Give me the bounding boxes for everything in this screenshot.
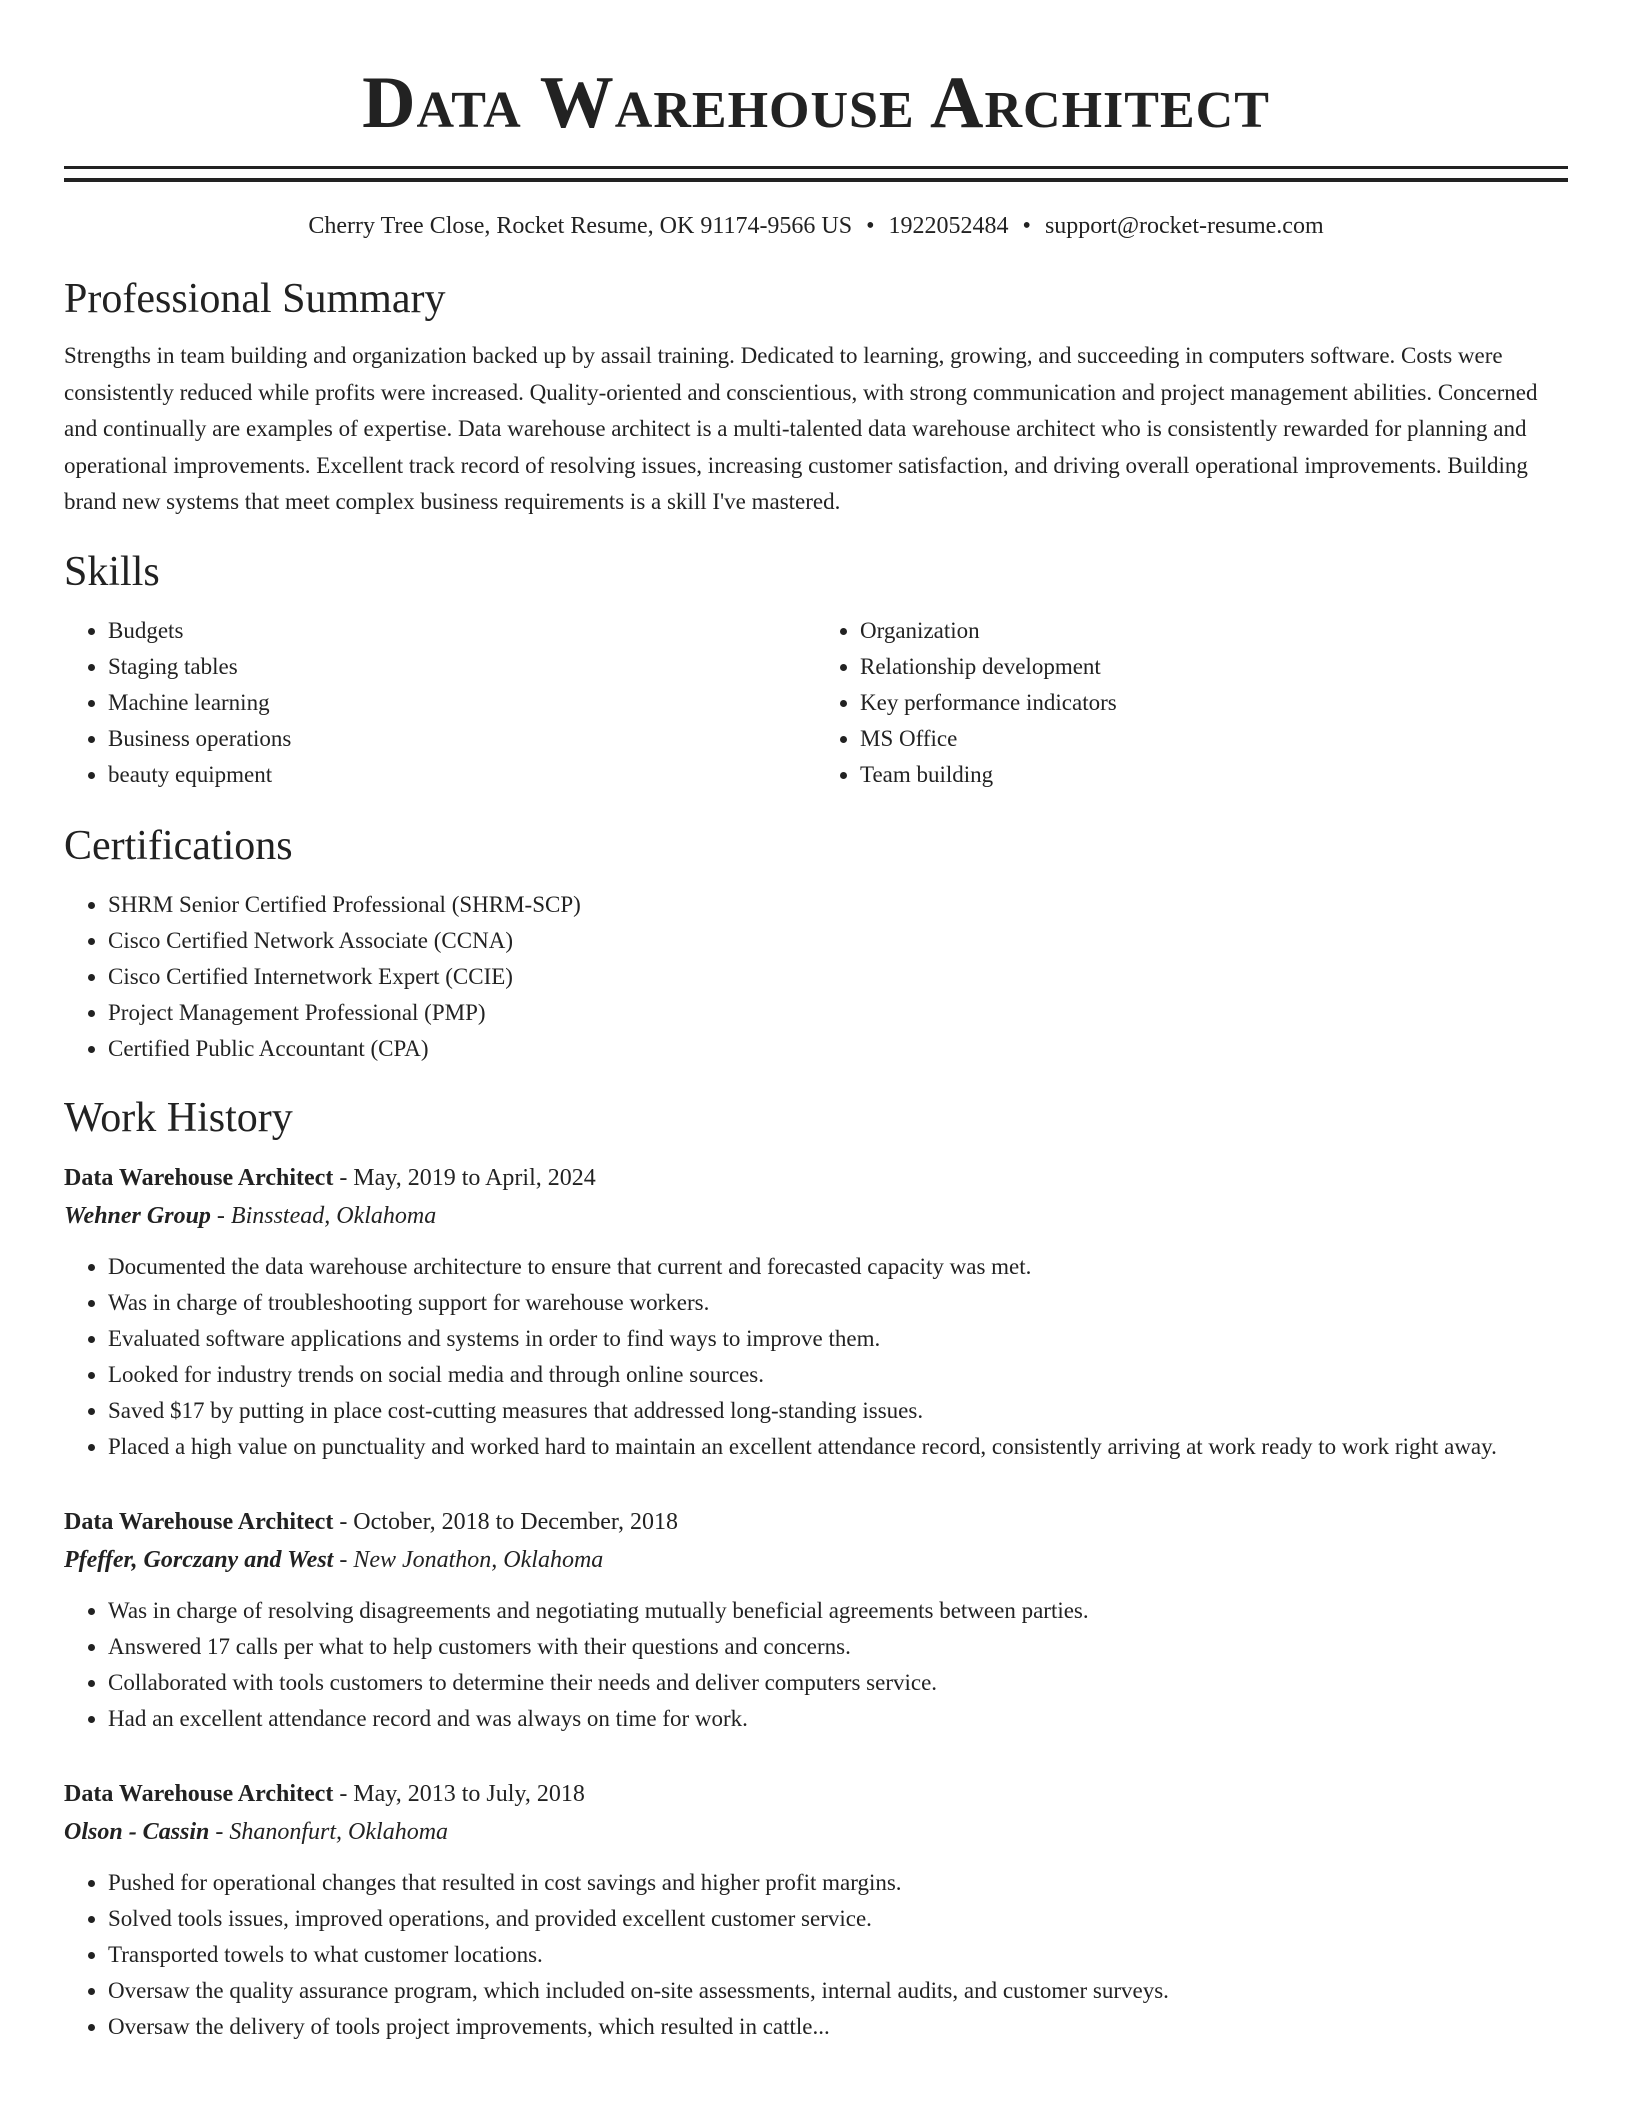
job-company-line <box>64 1813 1568 1851</box>
job-bullet: • Had an excellent attendance record and was always on time for work. <box>108 1701 1568 1737</box>
contact-phone: 1922052484 <box>888 213 1009 239</box>
job-bullet: • Collaborated with tools customers to determine their needs and deliver computers service. <box>108 1665 1568 1701</box>
skill-item: • Relationship development <box>860 649 1568 685</box>
certifications-heading: Certifications <box>64 822 293 869</box>
skill-item: • beauty equipment <box>108 757 816 793</box>
skills-section <box>64 547 1568 793</box>
contact-line <box>64 210 1568 242</box>
job-bullet: • Documented the data warehouse architecture to ensure that current and forecasted capacity was met. <box>108 1249 1568 1285</box>
contact-separator: • <box>1022 213 1031 239</box>
certification-item: • Certified Public Accountant (CPA) <box>108 1031 1568 1067</box>
job-bullet: • Was in charge of troubleshooting support for warehouse workers. <box>108 1285 1568 1321</box>
skill-item: • Organization <box>860 613 1568 649</box>
contact-email: support@rocket-resume.com <box>1044 213 1324 239</box>
certification-item: • Cisco Certified Internetwork Expert (CCIE) <box>108 959 1568 995</box>
summary-heading: Professional Summary <box>64 276 446 322</box>
certification-item: • Project Management Professional (PMP) <box>108 995 1568 1031</box>
job-bullet: • Was in charge of resolving disagreements and negotiating mutually beneficial agreements between parties. <box>108 1593 1568 1629</box>
job-bullet: • Oversaw the quality assurance program, which included on-site assessments, internal audits, and customer surveys. <box>108 1973 1568 2009</box>
skill-item: • Team building <box>860 757 1568 793</box>
job-bullet: • Evaluated software applications and systems in order to find ways to improve them. <box>108 1321 1568 1357</box>
title-divider <box>64 166 1568 182</box>
certifications-section <box>64 821 1568 1067</box>
job-location: - Shanonfurt, Oklahoma <box>209 1818 449 1845</box>
job-bullets <box>64 1249 1568 1465</box>
skill-item: • Staging tables <box>108 649 816 685</box>
job-bullet: • Looked for industry trends on social media and through online sources. <box>108 1357 1568 1393</box>
job-title-line <box>64 1775 1568 1813</box>
skills-list-left <box>64 613 816 793</box>
resume-title: Data Warehouse Architect <box>362 62 1270 144</box>
job-entry <box>64 1159 1568 1465</box>
skill-item: • Key performance indicators <box>860 685 1568 721</box>
skill-item: • Business operations <box>108 721 816 757</box>
job-title: Data Warehouse Architect <box>64 1164 334 1191</box>
job-company-line <box>64 1541 1568 1579</box>
job-title: Data Warehouse Architect <box>64 1780 334 1807</box>
certifications-list <box>64 887 1568 1067</box>
job-entry <box>64 1503 1568 1737</box>
skill-item: • Budgets <box>108 613 816 649</box>
job-dates: - October, 2018 to December, 2018 <box>333 1508 678 1535</box>
certification-item: • SHRM Senior Certified Professional (SHRM-SCP) <box>108 887 1568 923</box>
job-company: Wehner Group <box>64 1202 211 1229</box>
job-bullet: • Saved $17 by putting in place cost-cutting measures that addressed long-standing issues. <box>108 1393 1568 1429</box>
job-location: - Binsstead, Oklahoma <box>210 1202 437 1229</box>
job-bullet: • Placed a high value on punctuality and worked hard to maintain an excellent attendance record, consistently arriving at work ready to work right away. <box>108 1429 1568 1465</box>
skills-list-right <box>816 613 1568 793</box>
contact-address: Cherry Tree Close, Rocket Resume, OK 91174-9566 US <box>308 213 853 239</box>
job-bullet: • Answered 17 calls per what to help customers with their questions and concerns. <box>108 1629 1568 1665</box>
job-entry <box>64 1775 1568 2045</box>
job-bullet: • Pushed for operational changes that resulted in cost savings and higher profit margins. <box>108 1865 1568 1901</box>
job-bullets <box>64 1593 1568 1737</box>
work-history-section <box>64 1093 1568 2045</box>
contact-separator: • <box>866 213 875 239</box>
resume-page <box>64 0 1568 2045</box>
skill-item: • Machine learning <box>108 685 816 721</box>
skills-columns <box>64 613 1568 793</box>
work-history-heading: Work History <box>64 1094 293 1141</box>
job-company: Olson - Cassin <box>64 1818 210 1845</box>
job-location: - New Jonathon, Oklahoma <box>333 1546 604 1573</box>
job-bullets <box>64 1865 1568 2045</box>
job-title-line <box>64 1503 1568 1541</box>
skills-heading: Skills <box>64 548 160 595</box>
job-bullet: • Transported towels to what customer locations. <box>108 1937 1568 1973</box>
job-dates: - May, 2013 to July, 2018 <box>333 1780 585 1807</box>
job-dates: - May, 2019 to April, 2024 <box>333 1164 596 1191</box>
job-title-line <box>64 1159 1568 1197</box>
job-company-line <box>64 1197 1568 1235</box>
job-bullet: • Oversaw the delivery of tools project improvements, which resulted in cattle... <box>108 2009 1568 2045</box>
job-bullet: • Solved tools issues, improved operations, and provided excellent customer service. <box>108 1901 1568 1937</box>
summary-text: Strengths in team building and organization backed up by assail training. Dedicated to learning, growing, and succeeding in computers software. Costs were consistently reduced while profits were increased. Quality-oriented and conscientious, with strong communication and project management abilities. Concerned and continually are examples of expertise. Data warehouse architect is a multi-talented data warehouse architect who is consistently rewarded for planning and operational improvements. Excellent track record of resolving issues, increasing customer satisfaction, and driving overall operational improvements. Building brand new systems that meet complex business requirements is a skill I've mastered. <box>64 343 1538 514</box>
certification-item: • Cisco Certified Network Associate (CCNA) <box>108 923 1568 959</box>
summary-section <box>64 274 1568 521</box>
skill-item: • MS Office <box>860 721 1568 757</box>
job-title: Data Warehouse Architect <box>64 1508 334 1535</box>
job-company: Pfeffer, Gorczany and West <box>64 1546 334 1573</box>
